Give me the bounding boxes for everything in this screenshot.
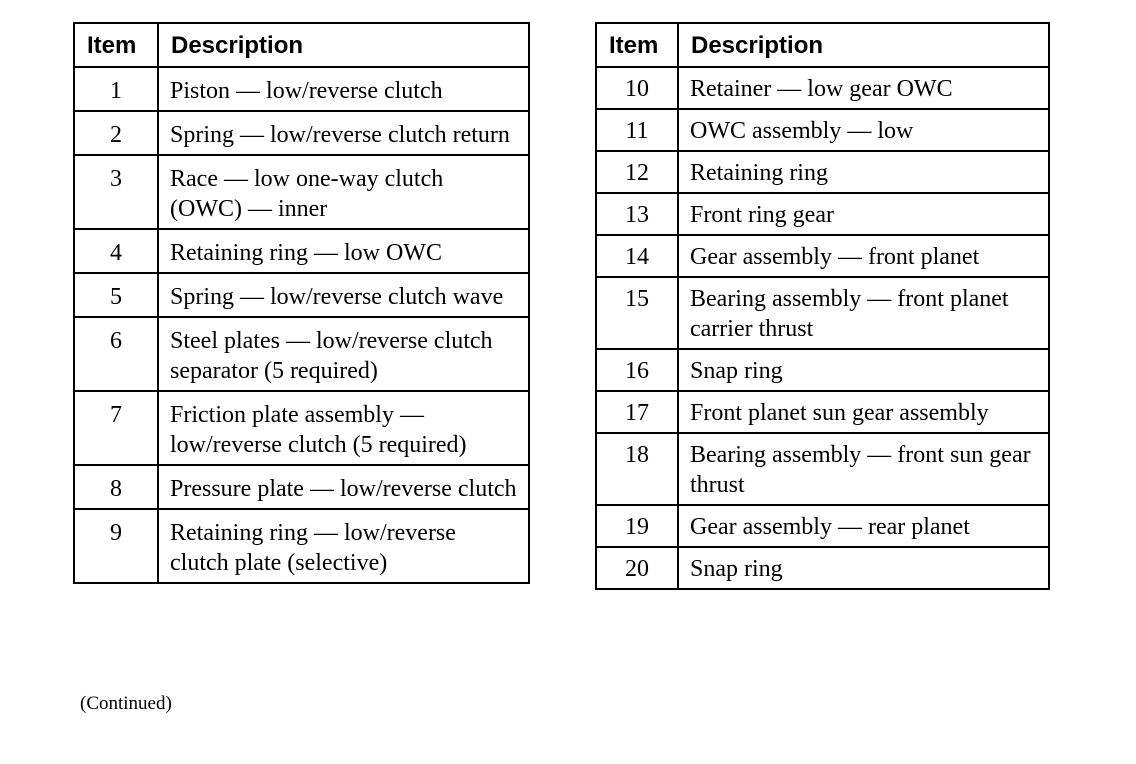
- table-row: [596, 235, 1049, 277]
- item-description: Steel plates — low/reverse clutch separator (5 required): [158, 317, 529, 391]
- item-description: Retaining ring — low/reverse clutch plate (selective): [158, 509, 529, 583]
- item-description: Snap ring: [678, 349, 1049, 391]
- item-description: Spring — low/reverse clutch return: [158, 111, 529, 155]
- item-column-header: Item: [74, 23, 158, 67]
- item-description: Race — low one-way clutch (OWC) — inner: [158, 155, 529, 229]
- table-row: [74, 273, 529, 317]
- item-number: 19: [596, 505, 678, 547]
- continued-note: (Continued): [80, 693, 172, 714]
- item-number: 10: [596, 67, 678, 109]
- item-column-header: Item: [596, 23, 678, 67]
- header-row: [74, 23, 529, 67]
- item-number: 20: [596, 547, 678, 589]
- item-description: Bearing assembly — front planet carrier thrust: [678, 277, 1049, 349]
- item-number: 5: [74, 273, 158, 317]
- item-number: 13: [596, 193, 678, 235]
- table-row: [74, 111, 529, 155]
- item-description: Gear assembly — front planet: [678, 235, 1049, 277]
- item-number: 11: [596, 109, 678, 151]
- item-description: OWC assembly — low: [678, 109, 1049, 151]
- table-row: [596, 433, 1049, 505]
- table-row: [596, 193, 1049, 235]
- table-row: [74, 391, 529, 465]
- item-description: Retaining ring — low OWC: [158, 229, 529, 273]
- item-number: 15: [596, 277, 678, 349]
- item-description: Pressure plate — low/reverse clutch: [158, 465, 529, 509]
- item-description: Retaining ring: [678, 151, 1049, 193]
- item-number: 18: [596, 433, 678, 505]
- table-row: [74, 229, 529, 273]
- table-row: [596, 505, 1049, 547]
- item-number: 2: [74, 111, 158, 155]
- table-row: [74, 509, 529, 583]
- table-row: [596, 277, 1049, 349]
- item-description: Bearing assembly — front sun gear thrust: [678, 433, 1049, 505]
- item-number: 8: [74, 465, 158, 509]
- item-number: 17: [596, 391, 678, 433]
- item-number: 1: [74, 67, 158, 111]
- table-row: [74, 465, 529, 509]
- item-number: 7: [74, 391, 158, 465]
- item-description: Piston — low/reverse clutch: [158, 67, 529, 111]
- description-column-header: Description: [678, 23, 1049, 67]
- parts-table-right: [595, 22, 1050, 590]
- header-row: [596, 23, 1049, 67]
- table-row: [74, 155, 529, 229]
- item-description: Retainer — low gear OWC: [678, 67, 1049, 109]
- table-row: [74, 317, 529, 391]
- parts-table-left: [73, 22, 530, 584]
- item-description: Friction plate assembly — low/reverse clutch (5 required): [158, 391, 529, 465]
- item-description: Front ring gear: [678, 193, 1049, 235]
- item-number: 6: [74, 317, 158, 391]
- table-row: [596, 151, 1049, 193]
- table-row: [596, 547, 1049, 589]
- table-row: [596, 67, 1049, 109]
- description-column-header: Description: [158, 23, 529, 67]
- item-number: 16: [596, 349, 678, 391]
- item-description: Gear assembly — rear planet: [678, 505, 1049, 547]
- item-description: Front planet sun gear assembly: [678, 391, 1049, 433]
- table-row: [74, 67, 529, 111]
- item-number: 14: [596, 235, 678, 277]
- table-row: [596, 109, 1049, 151]
- item-number: 12: [596, 151, 678, 193]
- item-description: Spring — low/reverse clutch wave: [158, 273, 529, 317]
- item-description: Snap ring: [678, 547, 1049, 589]
- item-number: 4: [74, 229, 158, 273]
- table-row: [596, 349, 1049, 391]
- item-number: 3: [74, 155, 158, 229]
- item-number: 9: [74, 509, 158, 583]
- table-row: [596, 391, 1049, 433]
